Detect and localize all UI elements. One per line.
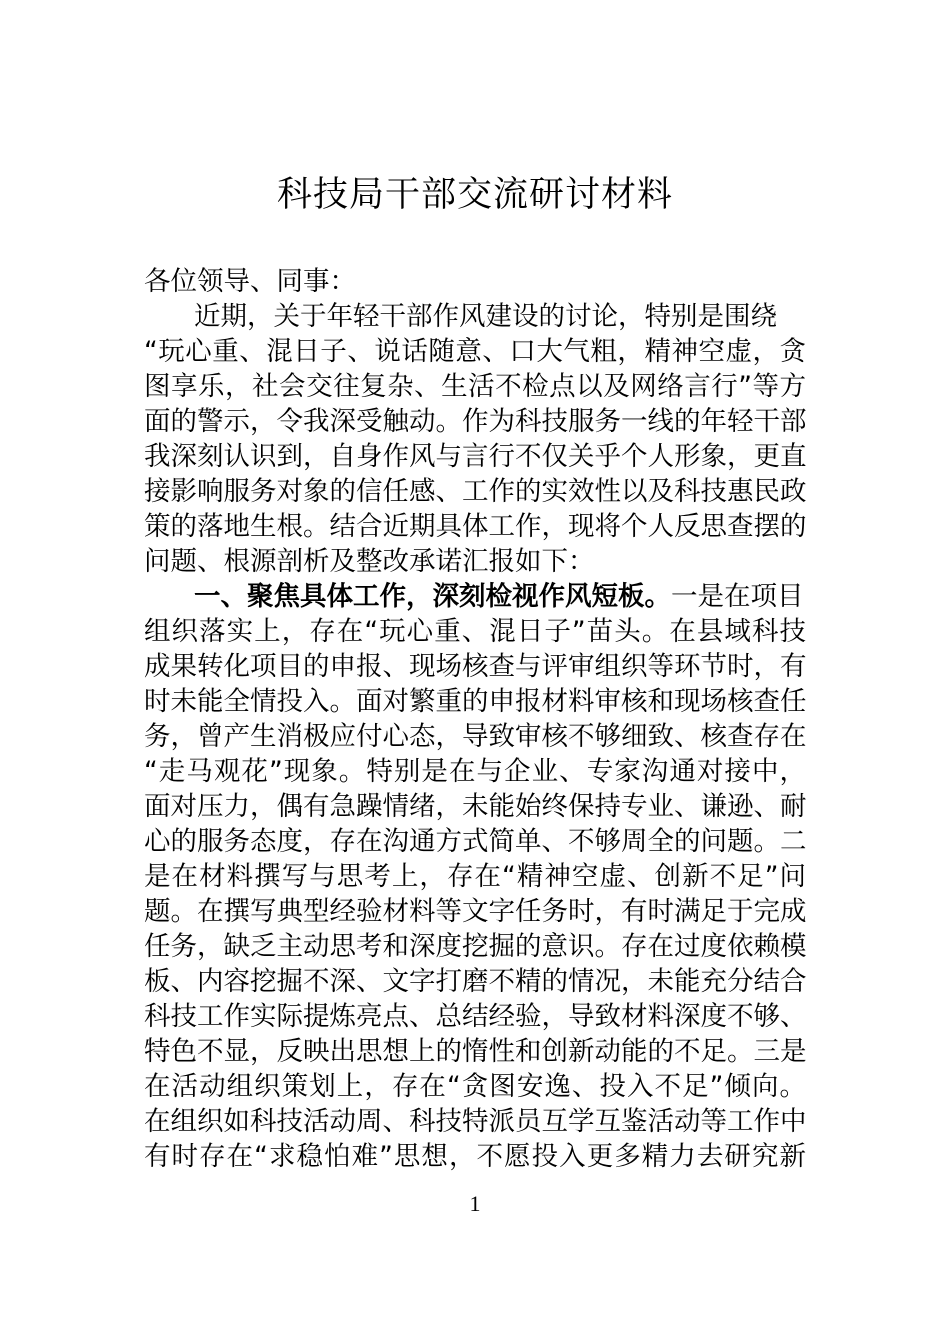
section1-line: 题。在撰写典型经验材料等文字任务时，有时满足于完成 [144,896,807,927]
section1-line: 有时存在“求稳怕难”思想，不愿投入更多精力去研究新 [144,1141,806,1172]
salutation: 各位领导、同事： [144,266,356,297]
section1-line: 是在材料撰写与思考上，存在“精神空虚、创新不足”问 [144,861,806,892]
section1-first-line [144,579,806,614]
page-number: 1 [469,1191,481,1216]
intro-line: 问题、根源剖析及整改承诺汇报如下： [144,546,595,577]
section1-line: 时未能全情投入。面对繁重的申报材料审核和现场核查任 [144,686,807,717]
section1-line: 科技工作实际提炼亮点、总结经验，导致材料深度不够、 [144,1001,807,1032]
intro-line: 接影响服务对象的信任感、工作的实效性以及科技惠民政 [144,476,807,507]
section1-line: 成果转化项目的申报、现场核查与评审组织等环节时，有 [144,651,807,682]
section1-line: 任务，缺乏主动思考和深度挖掘的意识。存在过度依赖模 [144,931,807,962]
section1-line: 面对压力，偶有急躁情绪，未能始终保持专业、谦逊、耐 [144,791,807,822]
section1-first-line-rest: 一是在项目 [671,581,804,612]
section1-line: 组织落实上，存在“玩心重、混日子”苗头。在县域科技 [144,616,806,647]
section1-line: 在活动组织策划上，存在“贪图安逸、投入不足”倾向。 [144,1071,806,1102]
intro-line: 图享乐，社会交往复杂、生活不检点以及网络言行”等方 [144,371,806,402]
intro-line: “玩心重、混日子、说话随意、口大气粗，精神空虚，贪 [144,336,806,367]
section1-line: 特色不显，反映出思想上的惰性和创新动能的不足。三是 [144,1036,807,1067]
intro-line: 面的警示，令我深受触动。作为科技服务一线的年轻干部 [144,406,807,437]
intro-line: 我深刻认识到，自身作风与言行不仅关乎个人形象，更直 [144,441,807,472]
document-body [144,264,806,1174]
intro-line: 近期，关于年轻干部作风建设的讨论，特别是围绕 [194,301,777,332]
section1-line: 心的服务态度，存在沟通方式简单、不够周全的问题。二 [144,826,807,857]
intro-line: 策的落地生根。结合近期具体工作，现将个人反思查摆的 [144,511,807,542]
document-title: 科技局干部交流研讨材料 [276,175,673,215]
section1-line: 板、内容挖掘不深、文字打磨不精的情况，未能充分结合 [144,966,807,997]
section1-line: 在组织如科技活动周、科技特派员互学互鉴活动等工作中 [144,1106,807,1137]
section1-line: “走马观花”现象。特别是在与企业、专家沟通对接中， [144,756,806,787]
section1-heading: 一、聚焦具体工作，深刻检视作风短板。 [194,581,671,612]
section1-line: 务，曾产生消极应付心态，导致审核不够细致、核查存在 [144,721,807,752]
